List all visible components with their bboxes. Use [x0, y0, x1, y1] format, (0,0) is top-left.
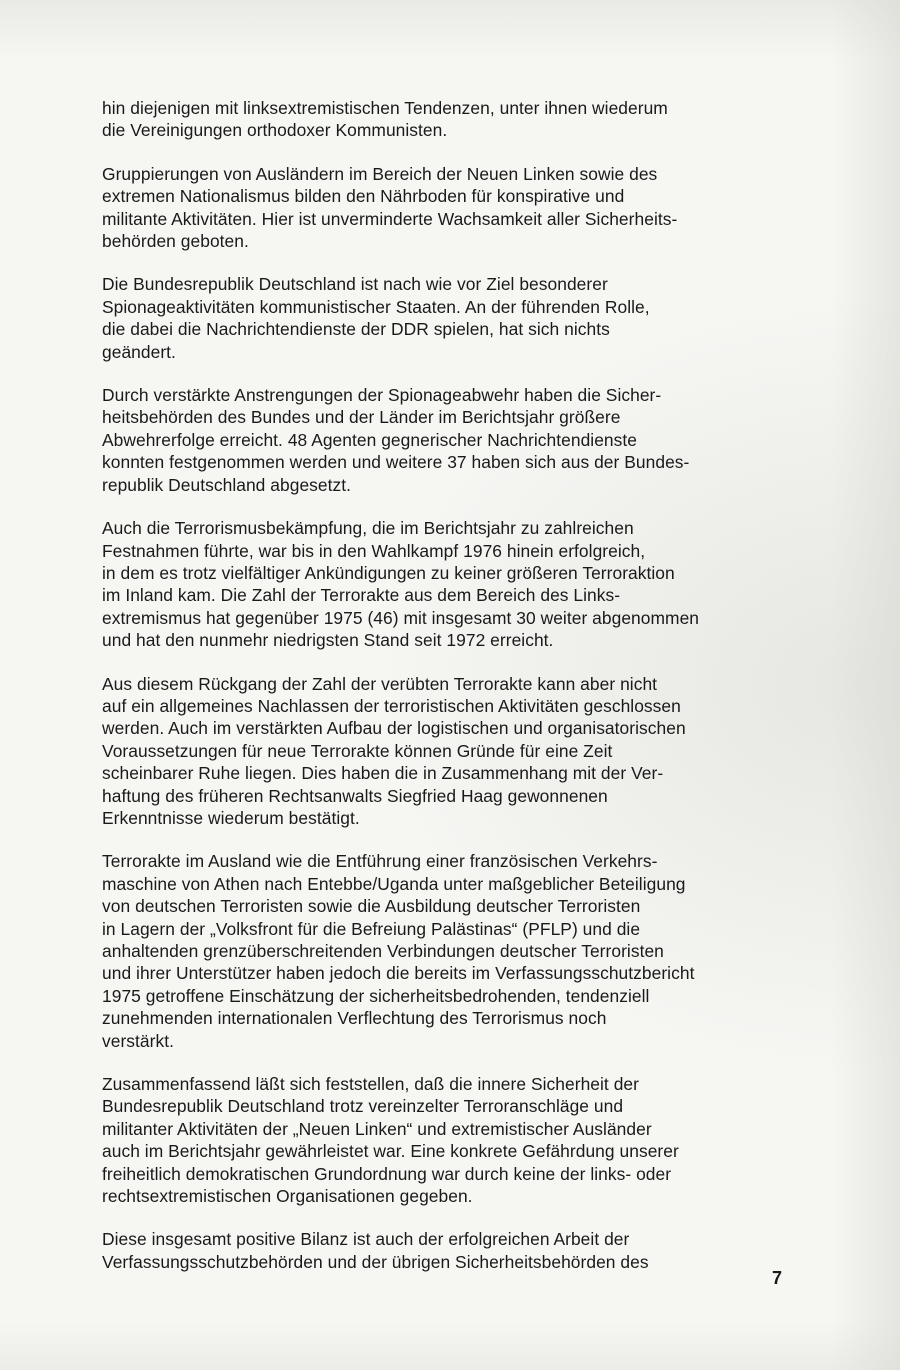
- text-line: Auch die Terrorismusbekämpfung, die im Berichtsjahr zu zahlreichen: [102, 518, 634, 539]
- text-line: behörden geboten.: [102, 231, 249, 252]
- text-line: Abwehrerfolge erreicht. 48 Agenten gegnerischer Nachrichtendienste: [102, 429, 638, 450]
- text-line: militante Aktivitäten. Hier ist unverminderte Wachsamkeit aller Sicherheits-: [102, 208, 678, 229]
- text-line: konnten festgenommen werden und weitere 37 haben sich aus der Bundes-: [102, 452, 690, 473]
- text-line: extremen Nationalismus bilden den Nährboden für konspirative und: [102, 186, 625, 207]
- document-body: [102, 97, 792, 1294]
- text-line: Die Bundesrepublik Deutschland ist nach wie vor Ziel besonderer: [102, 274, 608, 295]
- text-line: Aus diesem Rückgang der Zahl der verübten Terrorakte kann aber nicht: [102, 673, 658, 694]
- text-line: militanter Aktivitäten der „Neuen Linken“ und extremistischer Ausländer: [102, 1118, 652, 1139]
- text-line: von deutschen Terroristen sowie die Ausbildung deutscher Terroristen: [102, 896, 641, 917]
- page-number: 7: [772, 1268, 783, 1288]
- text-line: Zusammenfassend läßt sich feststellen, daß die innere Sicherheit der: [102, 1074, 639, 1095]
- text-line: verstärkt.: [102, 1030, 175, 1051]
- paragraph-1: [102, 97, 792, 142]
- text-line: die dabei die Nachrichtendienste der DDR spielen, hat sich nichts: [102, 319, 610, 340]
- text-line: und hat den nunmehr niedrigsten Stand seit 1972 erreicht.: [102, 630, 554, 651]
- text-line: zunehmenden internationalen Verflechtung des Terrorismus noch: [102, 1008, 607, 1029]
- text-line: republik Deutschland abgesetzt.: [102, 474, 352, 495]
- text-line: in Lagern der „Volksfront für die Befreiung Palästinas“ (PFLP) und die: [102, 918, 641, 939]
- text-line: Terrorakte im Ausland wie die Entführung einer französischen Verkehrs-: [102, 851, 658, 872]
- text-line: Diese insgesamt positive Bilanz ist auch der erfolgreichen Arbeit der: [102, 1229, 630, 1250]
- text-line: Spionageaktivitäten kommunistischer Staaten. An der führenden Rolle,: [102, 296, 650, 317]
- paragraph-4: [102, 384, 792, 496]
- text-line: Festnahmen führte, war bis in den Wahlkampf 1976 hinein erfolgreich,: [102, 540, 646, 561]
- text-line: im Inland kam. Die Zahl der Terrorakte aus dem Bereich des Links-: [102, 585, 621, 606]
- text-line: geändert.: [102, 341, 176, 362]
- text-line: 1975 getroffene Einschätzung der sicherheitsbedrohenden, tendenziell: [102, 985, 650, 1006]
- text-line: in dem es trotz vielfältiger Ankündigungen zu keiner größeren Terroraktion: [102, 562, 675, 583]
- text-line: haftung des früheren Rechtsanwalts Siegfried Haag gewonnenen: [102, 785, 608, 806]
- paragraph-8: [102, 1073, 792, 1207]
- text-line: anhaltenden grenzüberschreitenden Verbindungen deutscher Terroristen: [102, 941, 664, 961]
- text-line: maschine von Athen nach Entebbe/Uganda unter maßgeblicher Beteiligung: [102, 873, 686, 894]
- text-line: Durch verstärkte Anstrengungen der Spionageabwehr haben die Sicher-: [102, 385, 662, 406]
- text-line: rechtsextremistischen Organisationen gegeben.: [102, 1186, 473, 1207]
- text-line: die Vereinigungen orthodoxer Kommunisten.: [102, 120, 448, 141]
- paragraph-9: [102, 1228, 792, 1273]
- text-line: extremismus hat gegenüber 1975 (46) mit insgesamt 30 weiter abgenommen: [102, 607, 700, 628]
- text-line: werden. Auch im verstärkten Aufbau der logistischen und organisatorischen: [102, 718, 686, 739]
- paragraph-7: [102, 850, 792, 1052]
- paragraph-3: [102, 273, 792, 363]
- text-line: scheinbarer Ruhe liegen. Dies haben die in Zusammenhang mit der Ver-: [102, 763, 664, 784]
- text-line: Verfassungsschutzbehörden und der übrigen Sicherheitsbehörden des: [102, 1251, 649, 1272]
- text-line: Gruppierungen von Ausländern im Bereich der Neuen Linken sowie des: [102, 163, 658, 184]
- text-line: Voraussetzungen für neue Terrorakte können Gründe für eine Zeit: [102, 740, 613, 761]
- page-edge-shading: [830, 0, 900, 1370]
- paragraph-5: [102, 517, 792, 651]
- text-line: Erkenntnisse wiederum bestätigt.: [102, 807, 360, 828]
- text-line: Bundesrepublik Deutschland trotz vereinzelter Terroranschläge und: [102, 1096, 624, 1117]
- paragraph-6: [102, 673, 792, 830]
- text-line: und ihrer Unterstützer haben jedoch die bereits im Verfassungsschutzbericht: [102, 963, 695, 984]
- text-line: heitsbehörden des Bundes und der Länder im Berichtsjahr größere: [102, 407, 621, 428]
- paragraph-2: [102, 163, 792, 253]
- text-line: auch im Berichtsjahr gewährleistet war. Eine konkrete Gefährdung unserer: [102, 1141, 679, 1162]
- text-line: auf ein allgemeines Nachlassen der terroristischen Aktivitäten geschlossen: [102, 695, 681, 716]
- text-line: freiheitlich demokratischen Grundordnung war durch keine der links- oder: [102, 1163, 672, 1184]
- text-line: hin diejenigen mit linksextremistischen Tendenzen, unter ihnen wiederum: [102, 98, 668, 118]
